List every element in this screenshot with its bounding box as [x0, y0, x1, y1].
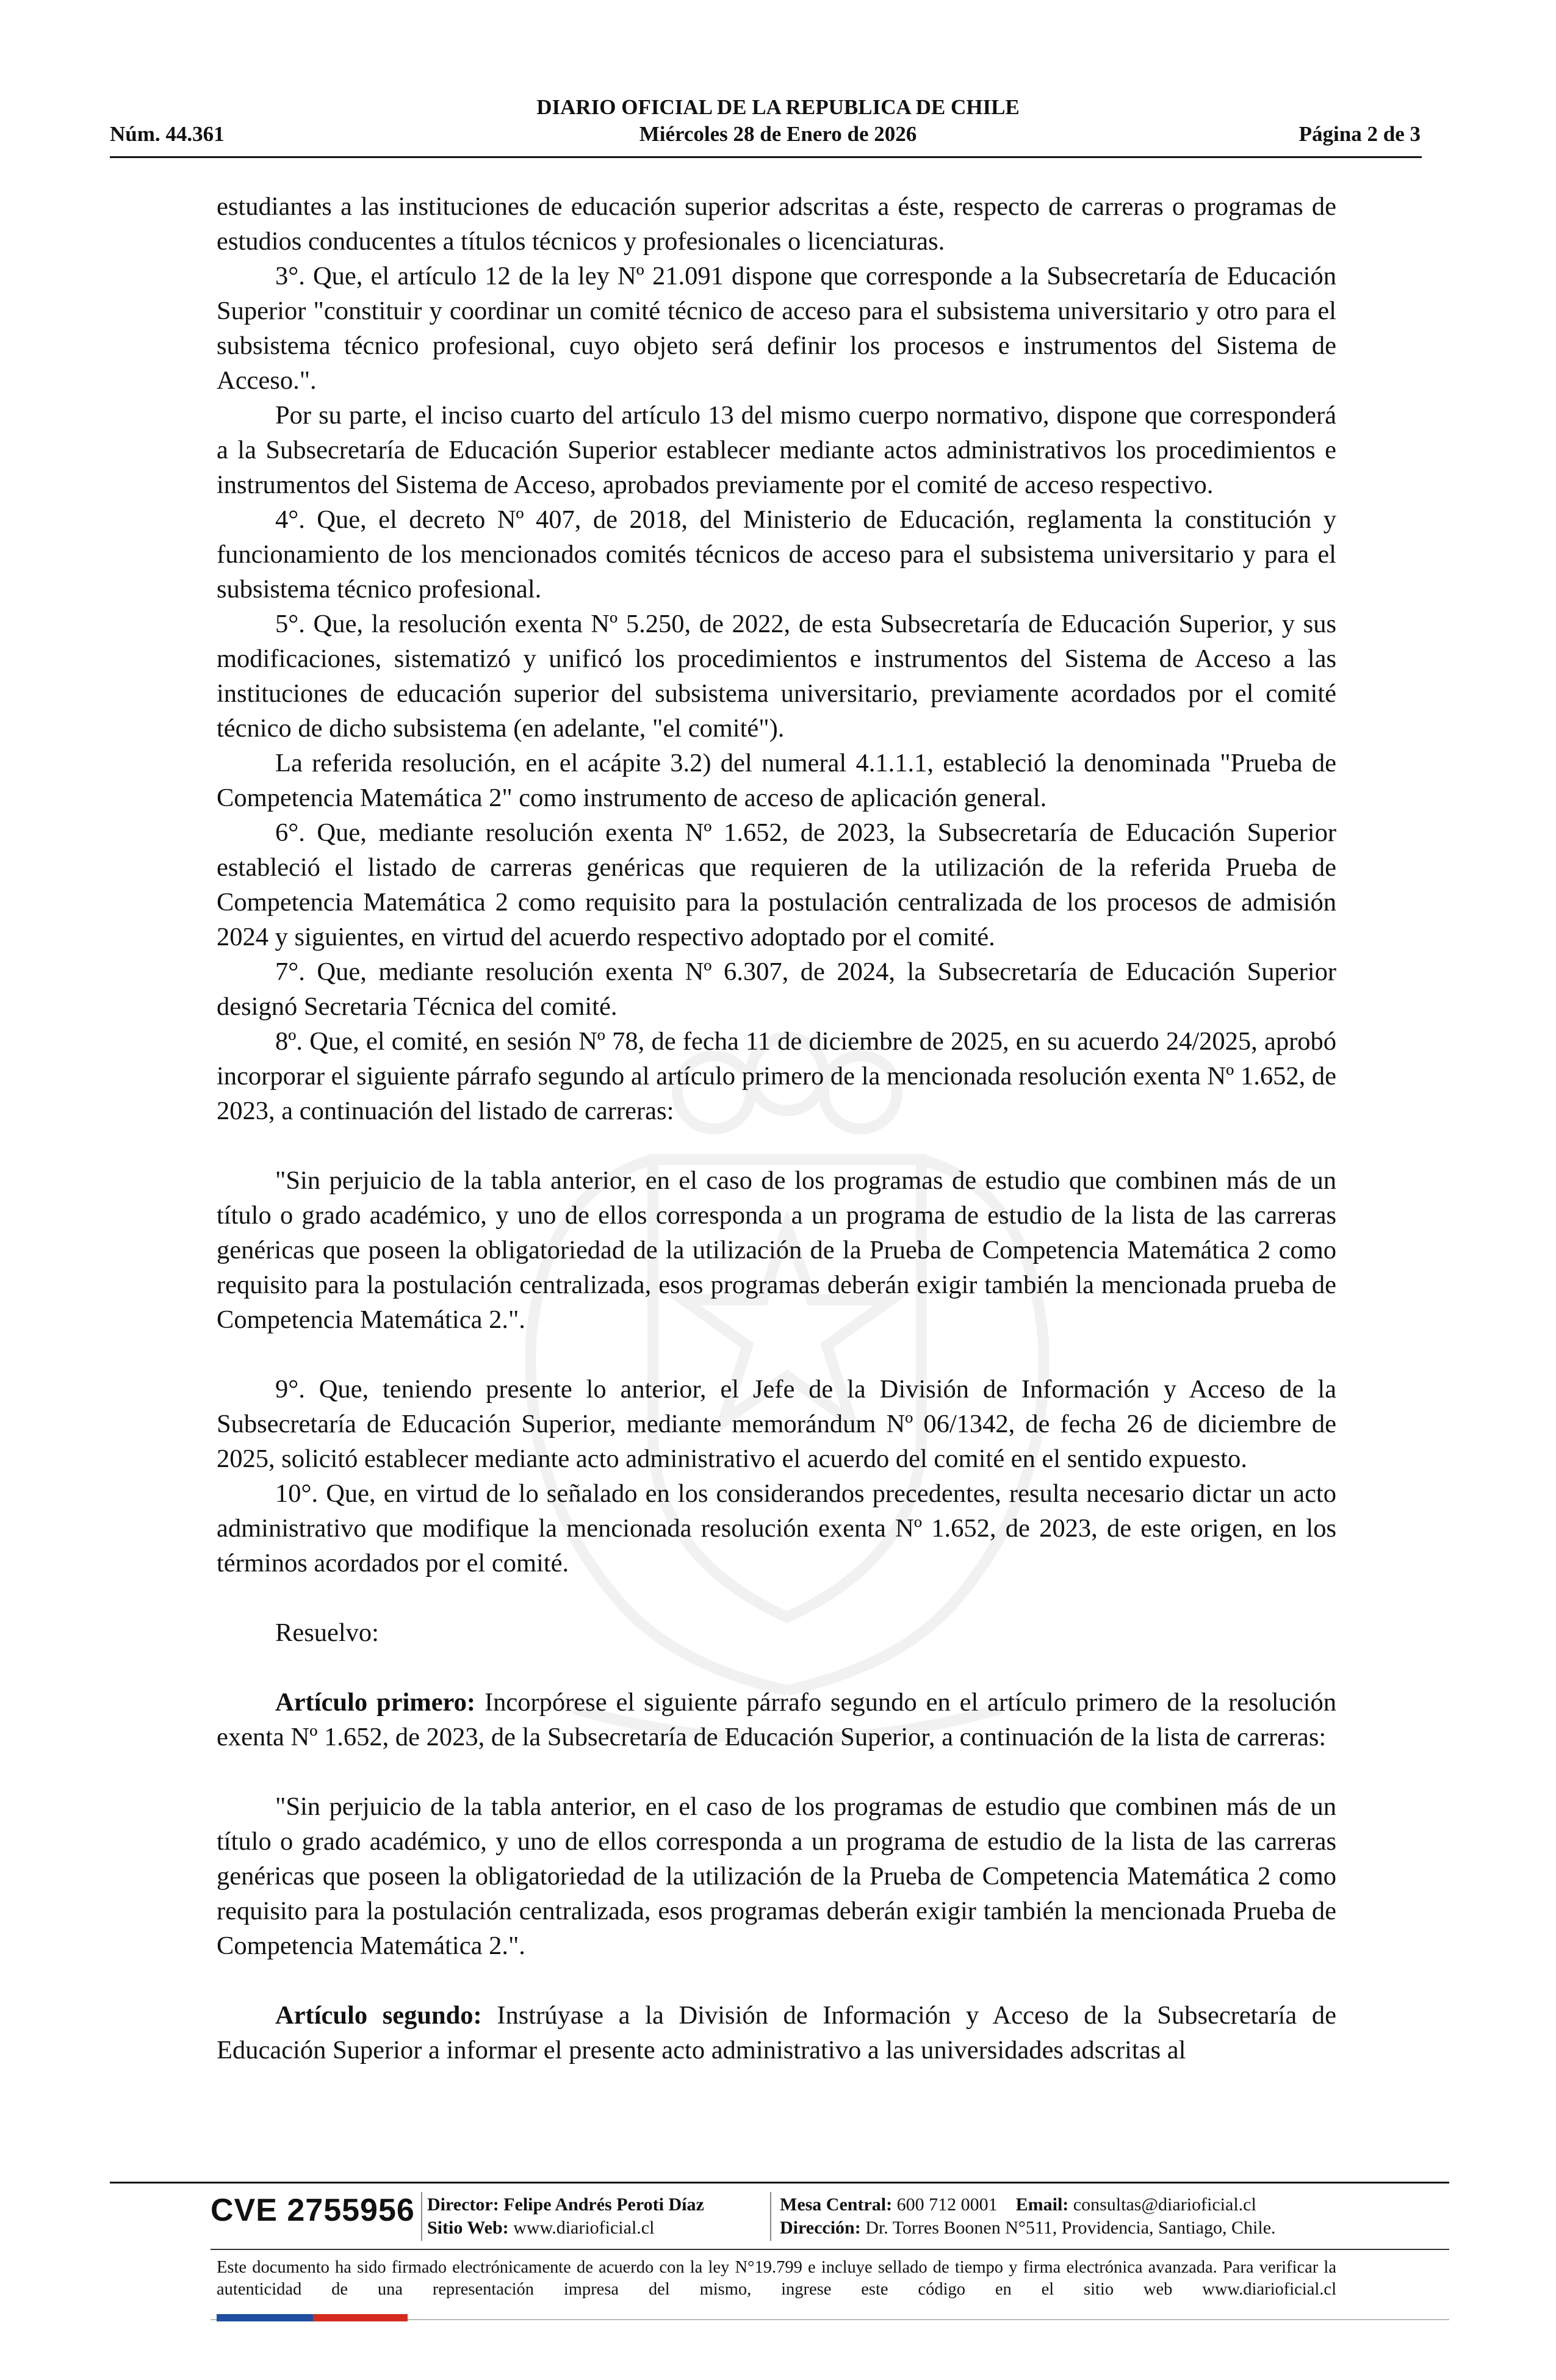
footer-divider — [770, 2192, 771, 2241]
paragraph: La referida resolución, en el acápite 3.2) del numeral 4.1.1.1, estableció la denominada "Prueba de Competencia Matemática 2" como instrumento de acceso de aplicación general. — [217, 749, 1336, 812]
footer-contact-block — [780, 2193, 1276, 2240]
mesa-label: Mesa Central: — [780, 2194, 893, 2215]
paragraph-considerando-8: 8º. Que, el comité, en sesión Nº 78, de fecha 11 de diciembre de 2025, en su acuerdo 24/2025, aprobó incorporar el siguiente párrafo segundo al artículo primero de la mencionada resolución exenta Nº 1.652, de 2023, a continuación del listado de carreras: — [217, 1027, 1336, 1125]
issue-date: Miércoles 28 de Enero de 2026 — [639, 122, 917, 146]
resuelvo-heading: Resuelvo: — [275, 1618, 379, 1647]
paragraph-considerando-9: 9°. Que, teniendo presente lo anterior, el Jefe de la División de Información y Acceso de la Subsecretaría de Educación Superior, mediante memorándum Nº 06/1342, de fecha 26 de diciembre de 2025, solicitó establecer mediante acto administrativo el acuerdo del comité en el sentido expuesto. — [217, 1375, 1336, 1473]
paragraph-considerando-5: 5°. Que, la resolución exenta Nº 5.250, de 2022, de esta Subsecretaría de Educación Superior, y sus modificaciones, sistematizó y unificó los procedimientos e instrumentos del Sistema de Acceso a las instituciones de educación superior del subsistema universitario, previamente acordados por el comité técnico de dicho subsistema (en adelante, "el comité"). — [217, 610, 1336, 743]
legal-notice: Este documento ha sido firmado electrónicamente de acuerdo con la ley N°19.799 e incluye sellado de tiempo y firma electrónica avanzada. Para verificar la autenticidad de una representación impresa del mismo, ingrese este código en el sitio web www.diarioficial.cl — [217, 2258, 1336, 2299]
page-indicator: Página 2 de 3 — [1298, 122, 1421, 146]
email-link[interactable]: consultas@diarioficial.cl — [1073, 2194, 1256, 2215]
paragraph-considerando-3: 3°. Que, el artículo 12 de la ley Nº 21.091 dispone que corresponde a la Subsecretaría de Educación Superior "constituir y coordinar un comité técnico de acceso para el subsistema universitario y otro para el subsistema técnico profesional, cuyo objeto será definir los procesos e instrumentos del Sistema de Acceso.". — [217, 262, 1336, 395]
footer-divider — [421, 2192, 422, 2241]
header-rule — [110, 156, 1422, 158]
director-label: Director: — [427, 2194, 499, 2215]
paragraph-considerando-10: 10°. Que, en virtud de lo señalado en los considerandos precedentes, resulta necesario dictar un acto administrativo que modifique la mencionada resolución exenta Nº 1.652, de 2023, de este origen, en los términos acordados por el comité. — [217, 1479, 1336, 1578]
article-second-label: Artículo segundo: — [275, 2001, 482, 2030]
paragraph-considerando-4: 4°. Que, el decreto Nº 407, de 2018, del Ministerio de Educación, reglamenta la constitución y funcionamiento de los mencionados comités técnicos de acceso para el subsistema universitario y para el subsistema técnico profesional. — [217, 505, 1336, 604]
document-body — [217, 189, 1336, 2068]
article-first-label: Artículo primero: — [275, 1688, 476, 1717]
article-second-text: Instrúyase a la División de Información y Acceso de la Subsecretaría de Educación Superior a informar el presente acto administrativo a las universidades adscritas al — [217, 2001, 1336, 2064]
site-link[interactable]: www.diarioficial.cl — [513, 2218, 655, 2238]
director-name: Felipe Andrés Peroti Díaz — [503, 2194, 704, 2215]
article-first — [217, 1685, 1336, 1754]
cve-code: CVE 2755956 — [211, 2193, 415, 2228]
paragraph-considerando-7: 7°. Que, mediante resolución exenta Nº 6.307, de 2024, la Subsecretaría de Educación Superior designó Secretaria Técnica del comité. — [217, 957, 1336, 1021]
issue-number: Núm. 44.361 — [110, 122, 225, 146]
flag-stripe-red — [313, 2314, 408, 2321]
footer-rule — [110, 2182, 1449, 2183]
site-label: Sitio Web: — [427, 2218, 509, 2238]
article-first-text: Incorpórese el siguiente párrafo segundo en el artículo primero de la resolución exenta Nº 1.652, de 2023, de la Subsecretaría de Educación Superior, a continuación de la lista de carreras: — [217, 1688, 1336, 1751]
gazette-title: DIARIO OFICIAL DE LA REPUBLICA DE CHILE — [536, 95, 1020, 119]
footer-rule — [211, 2249, 1449, 2250]
email-label: Email: — [1015, 2194, 1069, 2215]
address-value: Dr. Torres Boonen N°511, Providencia, Santiago, Chile. — [865, 2218, 1276, 2238]
paragraph: estudiantes a las instituciones de educación superior adscritas a éste, respecto de carreras o programas de estudios conducentes a títulos técnicos y profesionales o licenciaturas. — [217, 192, 1336, 256]
address-label: Dirección: — [780, 2218, 861, 2238]
quoted-paragraph: "Sin perjuicio de la tabla anterior, en el caso de los programas de estudio que combinen más de un título o grado académico, y uno de ellos corresponda a un programa de estudio de la lista de las carreras genéricas que poseen la obligatoriedad de la utilización de la Prueba de Competencia Matemática 2 como requisito para la postulación centralizada, esos programas deberán exigir también la mencionada Prueba de Competencia Matemática 2.". — [217, 1792, 1336, 1960]
quoted-paragraph: "Sin perjuicio de la tabla anterior, en el caso de los programas de estudio que combinen más de un título o grado académico, y uno de ellos corresponda a un programa de estudio de la lista de las carreras genéricas que poseen la obligatoriedad de la utilización de la Prueba de Competencia Matemática 2 como requisito para la postulación centralizada, esos programas deberán exigir también la mencionada prueba de Competencia Matemática 2.". — [217, 1166, 1336, 1334]
footer-director-block — [427, 2193, 704, 2240]
paragraph-considerando-6: 6°. Que, mediante resolución exenta Nº 1.652, de 2023, la Subsecretaría de Educación Superior estableció el listado de carreras genéricas que requieren de la utilización de la referida Prueba de Competencia Matemática 2 como requisito para la postulación centralizada de los procesos de admisión 2024 y siguientes, en virtud del acuerdo respectivo adoptado por el comité. — [217, 818, 1336, 951]
paragraph: Por su parte, el inciso cuarto del artículo 13 del mismo cuerpo normativo, dispone que corresponderá a la Subsecretaría de Educación Superior establecer mediante actos administrativos los procedimientos e instrumentos del Sistema de Acceso, aprobados previamente por el comité de acceso respectivo. — [217, 401, 1336, 499]
mesa-value: 600 712 0001 — [896, 2194, 998, 2215]
flag-stripe-blue — [217, 2314, 313, 2321]
article-second — [217, 1998, 1336, 2068]
